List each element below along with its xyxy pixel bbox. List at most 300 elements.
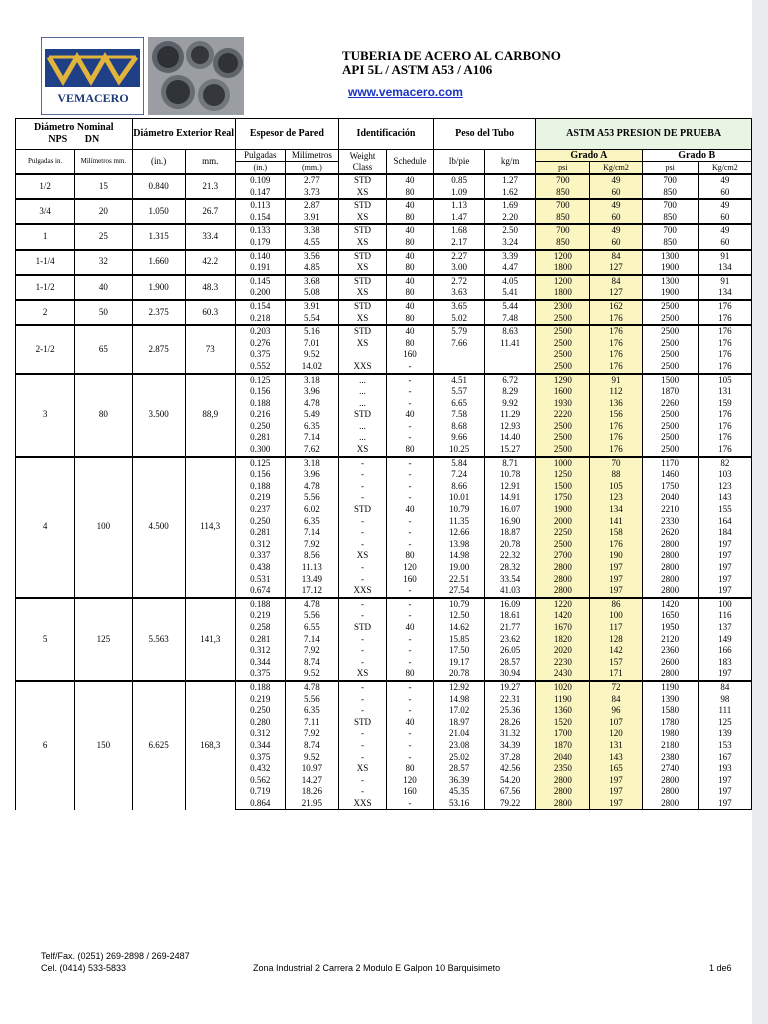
cell-grade-a-kgcm2: 176 <box>590 444 642 457</box>
table-row <box>16 174 752 187</box>
cell-grade-a-psi: 1250 <box>536 469 590 481</box>
cell-wall-in: 0.218 <box>235 313 285 326</box>
cell-grade-a-kgcm2: 112 <box>590 386 642 398</box>
cell-weight-class: - <box>338 457 386 470</box>
cell-wall-mm: 17.12 <box>285 585 338 598</box>
cell-wall-in: 0.281 <box>235 527 285 539</box>
cell-grade-b-kgcm2: 176 <box>698 338 751 350</box>
cell-schedule: - <box>387 432 434 444</box>
cell-schedule: - <box>387 657 434 669</box>
cell-grade-a-kgcm2: 190 <box>590 550 642 562</box>
cell-grade-a-kgcm2: 142 <box>590 645 642 657</box>
cell-weight-class: STD <box>338 224 386 237</box>
cell-grade-a-kgcm2: 197 <box>590 775 642 787</box>
cell-grade-b-kgcm2: 176 <box>698 361 751 374</box>
cell-grade-a-psi: 2500 <box>536 349 590 361</box>
cell-kg-per-m: 28.57 <box>485 657 536 669</box>
cell-wall-mm: 6.35 <box>285 516 338 528</box>
cell-wall-mm: 7.14 <box>285 432 338 444</box>
cell-wall-mm: 7.01 <box>285 338 338 350</box>
cell-weight-class: - <box>338 740 386 752</box>
cell-dn: 100 <box>75 457 132 598</box>
cell-schedule: - <box>387 585 434 598</box>
cell-grade-a-psi: 2500 <box>536 325 590 338</box>
cell-lb-per-ft: 12.66 <box>434 527 485 539</box>
cell-grade-b-psi: 2120 <box>642 634 698 646</box>
cell-schedule: 40 <box>387 300 434 313</box>
cell-wall-mm: 14.27 <box>285 775 338 787</box>
cell-grade-b-kgcm2: 100 <box>698 598 751 611</box>
cell-kg-per-m: 16.07 <box>485 504 536 516</box>
cell-grade-b-kgcm2: 49 <box>698 224 751 237</box>
cell-lb-per-ft: 3.63 <box>434 287 485 300</box>
cell-schedule: 80 <box>387 237 434 250</box>
cell-kg-per-m: 16.90 <box>485 516 536 528</box>
cell-grade-b-kgcm2: 176 <box>698 444 751 457</box>
cell-lb-per-ft: 12.50 <box>434 610 485 622</box>
cell-grade-a-psi: 2040 <box>536 752 590 764</box>
cell-grade-a-kgcm2: 127 <box>590 262 642 275</box>
cell-weight-class: ... <box>338 374 386 387</box>
cell-grade-b-kgcm2: 176 <box>698 313 751 326</box>
cell-wall-in: 0.344 <box>235 657 285 669</box>
cell-wall-in: 0.188 <box>235 681 285 694</box>
cell-lb-per-ft: 10.79 <box>434 504 485 516</box>
cell-grade-a-psi: 1200 <box>536 275 590 288</box>
cell-od-mm: 141,3 <box>185 598 235 681</box>
cell-kg-per-m: 15.27 <box>485 444 536 457</box>
cell-grade-b-kgcm2: 60 <box>698 212 751 225</box>
cell-grade-b-psi: 1900 <box>642 287 698 300</box>
cell-grade-b-kgcm2: 155 <box>698 504 751 516</box>
cell-grade-a-kgcm2: 176 <box>590 349 642 361</box>
cell-weight-class: XS <box>338 262 386 275</box>
cell-grade-b-psi: 1190 <box>642 681 698 694</box>
cell-weight-class: XS <box>338 212 386 225</box>
cell-grade-b-kgcm2: 164 <box>698 516 751 528</box>
cell-grade-a-kgcm2: 176 <box>590 325 642 338</box>
table-row <box>16 300 752 313</box>
cell-weight-class: STD <box>338 300 386 313</box>
cell-weight-class: STD <box>338 199 386 212</box>
cell-weight-class: XS <box>338 668 386 681</box>
cell-lb-per-ft: 28.57 <box>434 763 485 775</box>
cell-weight-class: - <box>338 634 386 646</box>
cell-grade-b-kgcm2: 103 <box>698 469 751 481</box>
cell-wall-in: 0.156 <box>235 386 285 398</box>
cell-kg-per-m: 12.91 <box>485 481 536 493</box>
cell-grade-b-psi: 2620 <box>642 527 698 539</box>
cell-kg-per-m: 33.54 <box>485 574 536 586</box>
cell-wall-mm: 7.14 <box>285 527 338 539</box>
cell-od-in: 1.315 <box>132 224 185 249</box>
cell-schedule: - <box>387 374 434 387</box>
cell-grade-a-kgcm2: 176 <box>590 421 642 433</box>
cell-schedule: 120 <box>387 775 434 787</box>
cell-lb-per-ft: 12.92 <box>434 681 485 694</box>
cell-wall-mm: 3.91 <box>285 212 338 225</box>
cell-grade-b-psi: 2040 <box>642 492 698 504</box>
cell-grade-a-kgcm2: 165 <box>590 763 642 775</box>
cell-od-mm: 48.3 <box>185 275 235 300</box>
cell-wall-in: 0.133 <box>235 224 285 237</box>
header-peso: Peso del Tubo <box>434 119 536 150</box>
cell-kg-per-m: 14.40 <box>485 432 536 444</box>
cell-wall-mm: 3.38 <box>285 224 338 237</box>
cell-od-in: 3.500 <box>132 374 185 457</box>
cell-od-mm: 88,9 <box>185 374 235 457</box>
cell-grade-a-kgcm2: 123 <box>590 492 642 504</box>
cell-lb-per-ft: 17.02 <box>434 705 485 717</box>
cell-wall-mm: 3.73 <box>285 187 338 200</box>
cell-kg-per-m: 2.20 <box>485 212 536 225</box>
cell-grade-a-kgcm2: 131 <box>590 740 642 752</box>
cell-grade-b-psi: 1170 <box>642 457 698 470</box>
cell-grade-b-kgcm2: 176 <box>698 432 751 444</box>
cell-grade-a-kgcm2: 49 <box>590 174 642 187</box>
cell-schedule: - <box>387 728 434 740</box>
cell-grade-a-psi: 850 <box>536 237 590 250</box>
cell-od-in: 1.900 <box>132 275 185 300</box>
page-edge <box>752 0 768 1024</box>
cell-grade-b-kgcm2: 123 <box>698 481 751 493</box>
cell-weight-class: - <box>338 527 386 539</box>
cell-grade-a-kgcm2: 72 <box>590 681 642 694</box>
cell-grade-b-kgcm2: 176 <box>698 421 751 433</box>
cell-schedule: - <box>387 481 434 493</box>
cell-grade-b-kgcm2: 197 <box>698 668 751 681</box>
cell-schedule: - <box>387 386 434 398</box>
cell-od-mm: 60.3 <box>185 300 235 325</box>
cell-grade-b-psi: 2800 <box>642 550 698 562</box>
cell-wall-mm: 4.85 <box>285 262 338 275</box>
cell-grade-a-kgcm2: 91 <box>590 374 642 387</box>
cell-schedule: 120 <box>387 562 434 574</box>
cell-od-mm: 168,3 <box>185 681 235 810</box>
header-psi-a: psi <box>536 162 590 175</box>
cell-nps: 1 <box>16 224 75 249</box>
cell-kg-per-m: 41.03 <box>485 585 536 598</box>
cell-wall-in: 0.188 <box>235 598 285 611</box>
cell-lb-per-ft: 18.97 <box>434 717 485 729</box>
cell-grade-b-kgcm2: 183 <box>698 657 751 669</box>
cell-kg-per-m: 8.63 <box>485 325 536 338</box>
cell-grade-b-psi: 2500 <box>642 421 698 433</box>
cell-grade-b-psi: 2500 <box>642 349 698 361</box>
cell-wall-in: 0.719 <box>235 786 285 798</box>
cell-grade-b-psi: 1580 <box>642 705 698 717</box>
cell-grade-a-kgcm2: 176 <box>590 313 642 326</box>
cell-grade-a-kgcm2: 157 <box>590 657 642 669</box>
cell-wall-mm: 9.52 <box>285 349 338 361</box>
cell-wall-in: 0.145 <box>235 275 285 288</box>
title-line-2: API 5L / ASTM A53 / A106 <box>342 62 493 77</box>
cell-kg-per-m: 4.05 <box>485 275 536 288</box>
cell-grade-a-psi: 1360 <box>536 705 590 717</box>
cell-lb-per-ft: 10.79 <box>434 598 485 611</box>
cell-lb-per-ft: 2.27 <box>434 250 485 263</box>
cell-wall-in: 0.219 <box>235 610 285 622</box>
cell-kg-per-m: 26.05 <box>485 645 536 657</box>
cell-schedule: 80 <box>387 212 434 225</box>
cell-grade-b-psi: 2600 <box>642 657 698 669</box>
cell-kg-per-m: 16.09 <box>485 598 536 611</box>
cell-kg-per-m: 42.56 <box>485 763 536 775</box>
cell-grade-a-psi: 1200 <box>536 250 590 263</box>
website-link[interactable]: www.vemacero.com <box>348 85 463 99</box>
cell-kg-per-m: 2.50 <box>485 224 536 237</box>
cell-kg-per-m: 22.31 <box>485 694 536 706</box>
cell-grade-a-psi: 1500 <box>536 481 590 493</box>
cell-grade-b-psi: 1950 <box>642 622 698 634</box>
cell-grade-a-kgcm2: 176 <box>590 539 642 551</box>
cell-schedule: 80 <box>387 763 434 775</box>
header-diametro-nominal: Diámetro Nominal NPS DN <box>16 119 133 150</box>
cell-lb-per-ft: 21.04 <box>434 728 485 740</box>
cell-wall-mm: 8.56 <box>285 550 338 562</box>
cell-wall-mm: 7.14 <box>285 634 338 646</box>
cell-grade-a-kgcm2: 107 <box>590 717 642 729</box>
cell-grade-b-psi: 2330 <box>642 516 698 528</box>
cell-schedule: 40 <box>387 275 434 288</box>
cell-grade-a-kgcm2: 84 <box>590 250 642 263</box>
table-row <box>16 250 752 263</box>
cell-schedule: 80 <box>387 338 434 350</box>
cell-grade-b-psi: 1300 <box>642 250 698 263</box>
cell-grade-a-psi: 2300 <box>536 300 590 313</box>
cell-od-in: 2.875 <box>132 325 185 373</box>
cell-lb-per-ft: 11.35 <box>434 516 485 528</box>
cell-lb-per-ft: 15.85 <box>434 634 485 646</box>
cell-weight-class: XS <box>338 444 386 457</box>
cell-grade-a-kgcm2: 134 <box>590 504 642 516</box>
cell-wall-in: 0.312 <box>235 539 285 551</box>
cell-grade-a-kgcm2: 197 <box>590 562 642 574</box>
cell-grade-a-kgcm2: 197 <box>590 786 642 798</box>
cell-wall-mm: 9.52 <box>285 752 338 764</box>
cell-wall-in: 0.375 <box>235 752 285 764</box>
cell-weight-class: - <box>338 645 386 657</box>
cell-lb-per-ft <box>434 349 485 361</box>
cell-grade-a-kgcm2: 120 <box>590 728 642 740</box>
cell-grade-a-kgcm2: 49 <box>590 199 642 212</box>
cell-lb-per-ft: 19.00 <box>434 562 485 574</box>
cell-grade-b-psi: 2500 <box>642 432 698 444</box>
cell-grade-b-psi: 1870 <box>642 386 698 398</box>
title-line-1: TUBERIA DE ACERO AL CARBONO <box>342 48 561 63</box>
cell-weight-class: - <box>338 610 386 622</box>
cell-schedule: 80 <box>387 187 434 200</box>
cell-wall-in: 0.280 <box>235 717 285 729</box>
cell-weight-class: XS <box>338 187 386 200</box>
cell-grade-a-psi: 2500 <box>536 421 590 433</box>
cell-grade-b-psi: 2800 <box>642 539 698 551</box>
cell-kg-per-m: 20.78 <box>485 539 536 551</box>
cell-grade-a-psi: 1800 <box>536 262 590 275</box>
cell-grade-a-psi: 2250 <box>536 527 590 539</box>
cell-grade-a-psi: 1900 <box>536 504 590 516</box>
header-od-in: (in.) <box>132 150 185 175</box>
cell-grade-b-psi: 1300 <box>642 275 698 288</box>
cell-grade-a-psi: 1700 <box>536 728 590 740</box>
cell-grade-b-kgcm2: 159 <box>698 398 751 410</box>
cell-grade-b-kgcm2: 134 <box>698 287 751 300</box>
cell-wall-in: 0.203 <box>235 325 285 338</box>
pipes-photo <box>148 37 244 115</box>
cell-od-in: 5.563 <box>132 598 185 681</box>
cell-nps: 3 <box>16 374 75 457</box>
cell-lb-per-ft: 2.17 <box>434 237 485 250</box>
cell-grade-a-kgcm2: 158 <box>590 527 642 539</box>
cell-grade-b-psi: 2180 <box>642 740 698 752</box>
cell-grade-b-kgcm2: 197 <box>698 775 751 787</box>
cell-schedule: 40 <box>387 622 434 634</box>
cell-grade-b-kgcm2: 193 <box>698 763 751 775</box>
cell-kg-per-m <box>485 349 536 361</box>
cell-grade-a-psi: 1020 <box>536 681 590 694</box>
table-row <box>16 224 752 237</box>
header-in: (in.) <box>235 162 285 175</box>
cell-schedule: 80 <box>387 668 434 681</box>
table-row <box>16 598 752 611</box>
cell-kg-per-m: 79.22 <box>485 798 536 810</box>
cell-kg-per-m: 11.29 <box>485 409 536 421</box>
cell-nps: 3/4 <box>16 199 75 224</box>
cell-dn: 15 <box>75 174 132 199</box>
cell-schedule: 160 <box>387 349 434 361</box>
cell-grade-a-kgcm2: 176 <box>590 432 642 444</box>
cell-kg-per-m: 11.41 <box>485 338 536 350</box>
cell-grade-b-kgcm2: 197 <box>698 562 751 574</box>
cell-grade-a-psi: 1420 <box>536 610 590 622</box>
cell-grade-b-psi: 2500 <box>642 300 698 313</box>
cell-wall-mm: 3.56 <box>285 250 338 263</box>
cell-lb-per-ft: 10.25 <box>434 444 485 457</box>
cell-kg-per-m: 5.44 <box>485 300 536 313</box>
cell-grade-a-kgcm2: 70 <box>590 457 642 470</box>
cell-grade-b-kgcm2: 184 <box>698 527 751 539</box>
cell-od-in: 6.625 <box>132 681 185 810</box>
cell-weight-class: - <box>338 598 386 611</box>
cell-schedule: 40 <box>387 224 434 237</box>
cell-dn: 25 <box>75 224 132 249</box>
cell-grade-b-psi: 2800 <box>642 786 698 798</box>
header-pulgadas: Pulgadas <box>235 150 285 162</box>
cell-schedule: - <box>387 527 434 539</box>
cell-grade-a-kgcm2: 96 <box>590 705 642 717</box>
cell-grade-a-psi: 700 <box>536 174 590 187</box>
cell-lb-per-ft: 45.35 <box>434 786 485 798</box>
cell-wall-in: 0.216 <box>235 409 285 421</box>
cell-kg-per-m: 1.69 <box>485 199 536 212</box>
cell-wall-in: 0.674 <box>235 585 285 598</box>
cell-wall-mm: 5.54 <box>285 313 338 326</box>
cell-wall-mm: 4.78 <box>285 481 338 493</box>
cell-wall-in: 0.125 <box>235 374 285 387</box>
cell-grade-a-psi: 2800 <box>536 585 590 598</box>
cell-kg-per-m: 30.94 <box>485 668 536 681</box>
cell-grade-b-psi: 2380 <box>642 752 698 764</box>
cell-grade-a-psi: 1750 <box>536 492 590 504</box>
table-row <box>16 325 752 338</box>
cell-kg-per-m: 22.32 <box>485 550 536 562</box>
cell-kg-per-m: 28.32 <box>485 562 536 574</box>
cell-wall-in: 0.300 <box>235 444 285 457</box>
cell-lb-per-ft: 27.54 <box>434 585 485 598</box>
cell-wall-in: 0.337 <box>235 550 285 562</box>
header-identificacion: Identificación <box>338 119 433 150</box>
cell-grade-b-kgcm2: 60 <box>698 187 751 200</box>
cell-dn: 40 <box>75 275 132 300</box>
cell-lb-per-ft: 20.78 <box>434 668 485 681</box>
cell-grade-b-kgcm2: 60 <box>698 237 751 250</box>
cell-wall-in: 0.113 <box>235 199 285 212</box>
cell-dn: 65 <box>75 325 132 373</box>
cell-grade-b-kgcm2: 176 <box>698 409 751 421</box>
cell-od-mm: 33.4 <box>185 224 235 249</box>
cell-wall-mm: 6.02 <box>285 504 338 516</box>
cell-nps: 6 <box>16 681 75 810</box>
cell-wall-in: 0.276 <box>235 338 285 350</box>
cell-lb-per-ft: 0.85 <box>434 174 485 187</box>
cell-grade-a-psi: 2230 <box>536 657 590 669</box>
cell-od-mm: 42.2 <box>185 250 235 275</box>
cell-grade-b-psi: 850 <box>642 237 698 250</box>
cell-grade-b-psi: 2500 <box>642 444 698 457</box>
cell-wall-mm: 7.92 <box>285 728 338 740</box>
cell-grade-b-psi: 2740 <box>642 763 698 775</box>
cell-wall-in: 0.258 <box>235 622 285 634</box>
cell-kg-per-m: 18.61 <box>485 610 536 622</box>
cell-kg-per-m: 19.27 <box>485 681 536 694</box>
cell-grade-a-psi: 2500 <box>536 432 590 444</box>
cell-grade-b-kgcm2: 84 <box>698 681 751 694</box>
cell-wall-in: 0.191 <box>235 262 285 275</box>
cell-wall-mm: 3.91 <box>285 300 338 313</box>
cell-wall-mm: 4.78 <box>285 398 338 410</box>
cell-grade-b-kgcm2: 197 <box>698 539 751 551</box>
cell-grade-a-psi: 2500 <box>536 539 590 551</box>
cell-weight-class: XS <box>338 550 386 562</box>
cell-wall-in: 0.125 <box>235 457 285 470</box>
cell-kg-per-m: 1.62 <box>485 187 536 200</box>
cell-schedule: - <box>387 645 434 657</box>
cell-grade-a-psi: 2000 <box>536 516 590 528</box>
cell-wall-in: 0.312 <box>235 645 285 657</box>
cell-weight-class: - <box>338 752 386 764</box>
cell-schedule: 40 <box>387 717 434 729</box>
document-title <box>342 49 561 77</box>
cell-weight-class: - <box>338 539 386 551</box>
cell-grade-b-kgcm2: 166 <box>698 645 751 657</box>
cell-weight-class: - <box>338 574 386 586</box>
cell-kg-per-m: 10.78 <box>485 469 536 481</box>
logo-wordmark: VEMACERO <box>57 91 129 105</box>
cell-wall-in: 0.281 <box>235 634 285 646</box>
cell-schedule: 160 <box>387 786 434 798</box>
cell-wall-in: 0.281 <box>235 432 285 444</box>
cell-weight-class: STD <box>338 717 386 729</box>
cell-weight-class: ... <box>338 386 386 398</box>
cell-grade-b-kgcm2: 131 <box>698 386 751 398</box>
cell-grade-b-psi: 2500 <box>642 409 698 421</box>
cell-grade-a-kgcm2: 176 <box>590 361 642 374</box>
header-mm: (mm.) <box>285 162 338 175</box>
header-od-mm: mm. <box>185 150 235 175</box>
cell-grade-b-psi: 2210 <box>642 504 698 516</box>
cell-grade-b-psi: 2500 <box>642 313 698 326</box>
cell-wall-in: 0.250 <box>235 516 285 528</box>
